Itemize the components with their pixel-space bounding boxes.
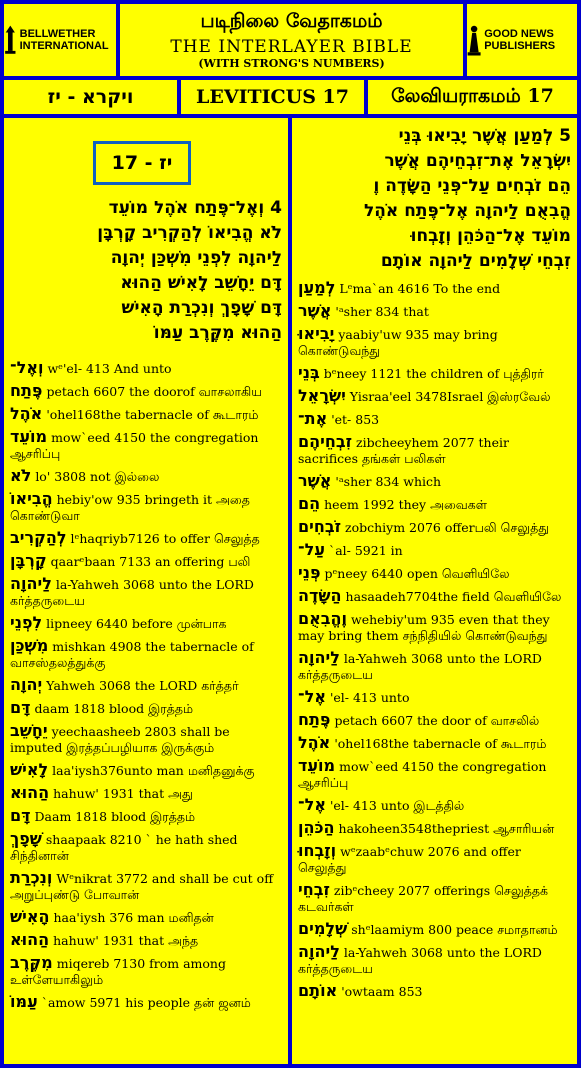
right-word-list [292,280,577,1000]
word-gloss: laa'iysh376unto man மனிதனுக்கு [52,763,255,778]
word-gloss: hahuw' 1931 that அந்த [53,933,199,948]
word-entry [298,588,571,605]
word-gloss: `amow 5971 his people தன் ஜனம் [41,995,251,1010]
hebrew-word: זִבְחֵיהֶם [298,432,352,451]
word-entry [10,955,282,988]
word-gloss: wᵉzaabᵉchuw 2076 and offer செலுத்து [298,844,521,875]
word-entry [298,944,571,977]
goodnews-logo [467,4,577,76]
verse-line: הַהוּא מִקֶּרֶב עַמּוֹ [153,323,282,343]
bellwether-logo [4,4,116,76]
word-entry [298,650,571,683]
hebrew-word: פְּנֵי [298,563,321,582]
word-gloss: 'ohel168the tabernacle of கூடாரம் [46,407,259,422]
hebrew-word: זֹבְחִים [298,517,342,536]
word-gloss: Daam 1818 blood இரத்தம் [34,809,196,824]
word-entry [10,468,282,485]
bellwether-logo-text: BELLWETHER INTERNATIONAL [19,28,109,52]
chapter-verse-label [93,141,191,185]
hebrew-word: קָרְבָּן [10,551,47,570]
word-gloss: la-Yahweh 3068 unto the LORD கர்த்தருடைய [298,651,542,682]
hebrew-word: מִקֶּרֶב [10,953,53,972]
hebrew-word: בְּנֵי [298,363,320,382]
word-entry [298,388,571,405]
hebrew-word: אֲשֶׁר [298,301,332,320]
word-gloss: lipneey 6440 before முன்பாக [46,616,227,631]
word-gloss: lᵉhaqriyb7126 to offer செலுத்த [70,531,260,546]
word-gloss: haa'iysh 376 man மனிதன் [53,910,214,925]
verse-line: דָּם יֵחָשֵׁב לָאִישׁ הַהוּא [120,273,282,293]
word-gloss: heem 1992 they அவைகள் [324,497,488,512]
word-entry [298,473,571,490]
hebrew-word: אֶל־ [298,687,326,706]
word-gloss: mow`eed 4150 the congregation ஆசரிப்பு [10,430,259,461]
word-entry [298,280,571,297]
word-entry [10,831,282,864]
word-entry [298,326,571,359]
word-gloss: 'et- 853 [331,412,380,427]
hebrew-word: אֶת־ [298,409,328,428]
word-entry [298,365,571,382]
word-entry [298,519,571,536]
hebrew-word: וְנִכְרַת [10,868,53,887]
word-gloss: daam 1818 blood இரத்தம் [34,701,194,716]
word-entry [10,360,282,377]
word-entry [10,932,282,949]
verse-line: יִשְׂרָאֵל אֶת־זִבְחֵיהֶם אֲשֶׁר [384,151,571,171]
hebrew-word: פֶּתַח [298,710,331,729]
word-gloss: zibcheeyhem 2077 their sacrifices தங்கள் பலிகள் [298,435,509,466]
word-entry [298,411,571,428]
word-gloss: zibᵉcheey 2077 offerings செலுத்தக் கடவர்கள் [298,883,548,914]
hebrew-word: אֶל־ [298,795,326,814]
word-entry [10,383,282,400]
hebrew-word: הָאִישׁ [10,907,50,926]
hebrew-word: לַיהוָה [298,648,340,667]
word-entry [10,808,282,825]
right-column [292,118,577,1064]
hebrew-word: וֶהֱבִאֻם [298,609,348,628]
hebrew-word: מִשְׁכַּן [10,636,49,655]
word-gloss: 'ᵃsher 834 that [335,304,429,319]
hebrew-word: הֱבִיאוֹ [10,489,53,508]
word-entry [298,882,571,915]
hebrew-word: לַיהוָה [10,574,52,593]
hebrew-word: פֶּתַח [10,381,43,400]
verse-line: דָּם שָׁפָךְ וְנִכְרַת הָאִישׁ [121,298,282,318]
goodnews-logo-text: GOOD NEWS PUBLISHERS [484,28,556,52]
hebrew-word: דָּם [10,806,31,825]
hebrew-word: אֹהֶל [298,733,331,752]
word-gloss: la-Yahweh 3068 unto the LORD கர்த்தருடைய [298,945,542,976]
word-entry [10,491,282,524]
word-gloss: pᵉneey 6440 open வெளியிலே [324,566,510,581]
verse-line: מוֹעֵד אֶל־הַכֹּהֵן וְזָבְחוּ [410,226,571,246]
word-gloss: hasaadeh7704the field வெளியிலே [345,589,562,604]
hebrew-word: לְהַקְרִיב [10,528,67,547]
word-gloss: mishkan 4908 the tabernacle of வாசஸ்தலத்துக்கு [10,639,254,670]
verse-line: הֵם זֹבְחִים עַל־פְּנֵי הַשָּׂדֶה וֶ [373,176,571,196]
word-gloss: 'owtaam 853 [341,984,423,999]
left-word-list [4,360,288,1011]
title-tamil: படிநிலை வேதாகமம் [200,10,383,32]
hebrew-word: יְהוָה [10,675,43,694]
word-gloss: petach 6607 the doorof வாசலாகிய [46,384,263,399]
word-entry [298,820,571,837]
word-entry [10,909,282,926]
word-gloss: `al- 5921 in [328,543,403,558]
verse-line: לַיהוָה לִפְנֵי מִשְׁכַּן יְהוָה [110,248,282,268]
word-gloss: Lᵉma`an 4616 To the end [339,281,501,296]
tab-tamil-book [368,80,577,114]
word-gloss: 'el- 413 unto [329,690,410,705]
verse-4-hebrew [10,196,282,346]
word-gloss: zobchiym 2076 offerபலி செலுத்து [345,520,550,535]
hebrew-word: לַיהוָה [298,942,340,961]
word-entry [10,870,282,903]
word-entry [10,429,282,462]
word-gloss: miqereb 7130 from among உள்ளேயாகிலும் [10,956,226,987]
left-column [4,118,288,1064]
word-gloss: yaabiy'uw 935 may bring கொண்டுவந்து [298,327,498,358]
hebrew-word: מוֹעֵד [298,756,336,775]
goodnews-icon [467,15,481,65]
word-gloss: Wᵉnikrat 3772 and shall be cut off அறுப்புண்டு போவான் [10,871,274,902]
word-entry [10,700,282,717]
word-gloss: shaapaak 8210 ` he hath shed சிந்தினான் [10,832,238,863]
word-gloss: petach 6607 the door of வாசலில் [334,713,540,728]
hebrew-word: אֹהֶל [10,404,43,423]
word-entry [10,994,282,1011]
word-gloss: 'ᵃsher 834 which [335,474,442,489]
tab-tamil-label: லேவியராகமம் 17 [391,84,554,107]
word-gloss: hebiy'ow 935 bringeth it அதை கொண்டுவா [10,492,250,523]
word-gloss: hahuw' 1931 that அது [53,786,193,801]
word-gloss: wᵉ'el- 413 And unto [47,361,172,376]
hebrew-word: לָאִישׁ [10,760,49,779]
word-entry [298,565,571,582]
word-entry [10,530,282,547]
word-entry [298,843,571,876]
word-gloss: yeechaasheeb 2803 shall be imputed இரத்தப்பழியாக இருக்கும் [10,724,230,755]
subtitle: (WITH STRONG'S NUMBERS) [198,57,385,70]
title-banner [120,4,463,76]
word-entry [298,735,571,752]
word-gloss: mow`eed 4150 the congregation ஆசரிப்பு [298,759,547,790]
title-english: THE INTERLAYER BIBLE [170,37,413,57]
word-entry [298,496,571,513]
hebrew-word: שָׁפָךְ [10,829,42,848]
word-entry [10,785,282,802]
word-gloss: 'ohel168the tabernacle of கூடாரம் [334,736,547,751]
word-entry [298,542,571,559]
verse-5-hebrew [298,124,571,274]
word-gloss: 'el- 413 unto இடத்தில் [329,798,465,813]
word-entry [10,553,282,570]
verse-line: לֹא הֱבִיאוֹ לְהַקְרִיב קָרְבָּן [97,223,282,243]
hebrew-word: יִשְׂרָאֵל [298,386,346,405]
hebrew-word: מוֹעֵד [10,427,48,446]
word-entry [298,303,571,320]
hebrew-word: עַל־ [298,540,325,559]
word-gloss: Yisraa'eel 3478Israel இஸ்ரவேல் [349,389,551,404]
word-entry [10,406,282,423]
word-gloss: wehebiy'um 935 even that they may bring them சந்நிதியில் கொண்டுவந்து [298,612,550,643]
hebrew-word: הַהוּא [10,930,50,949]
tab-hebrew-book [4,80,177,114]
hebrew-word: וְאֶל־ [10,358,44,377]
hebrew-word: זִבְחֵי [298,880,330,899]
word-entry [298,689,571,706]
word-entry [10,638,282,671]
word-entry [10,615,282,632]
hebrew-word: לֹא [10,466,32,485]
word-gloss: Yahweh 3068 the LORD கர்த்தர் [46,678,239,693]
hebrew-word: וְזָבְחוּ [298,841,337,860]
hebrew-word: הַשָּׂדֶה [298,586,342,605]
word-entry [298,921,571,938]
hebrew-word: אוֹתָם [298,981,338,1000]
word-entry [10,762,282,779]
chapter-verse-text: יז - 17 [111,152,173,174]
word-gloss: shᵉlaamiym 800 peace சமாதானம் [351,922,558,937]
word-gloss: lo' 3808 not இல்லை [35,469,160,484]
hebrew-word: לִפְנֵי [10,613,43,632]
word-entry [10,576,282,609]
tab-hebrew-label: ויקרא - יז [47,86,134,108]
hebrew-word: שְׁלָמִים [298,919,348,938]
hebrew-word: דָּם [10,698,31,717]
word-gloss: bᵉneey 1121 the children of புத்திரர் [323,366,544,381]
tab-english-label: LEVITICUS 17 [196,86,349,108]
hebrew-word: לְמַעַן [298,278,336,297]
hebrew-word: הֵם [298,494,321,513]
verse-line: הֱבִאֻם לַיהוָה אֶל־פֶּתַח אֹהֶל [363,201,571,221]
word-entry [298,758,571,791]
word-entry [298,611,571,644]
word-entry [10,723,282,756]
word-gloss: hakoheen3548thepriest ஆசாரியன் [338,821,555,836]
hebrew-word: עַמּוֹ [10,992,38,1011]
verse-line: 5 לְמַעַן אֲשֶׁר יָבִיאוּ בְּנֵי [398,126,571,146]
word-entry [298,983,571,1000]
word-entry [298,712,571,729]
tab-english-book [181,80,364,114]
hebrew-word: יֵחָשֵׁב [10,721,48,740]
hebrew-word: אֲשֶׁר [298,471,332,490]
hebrew-word: יָבִיאוּ [298,324,335,343]
word-gloss: la-Yahweh 3068 unto the LORD கர்த்தருடைய [10,577,254,608]
bellwether-icon [4,15,17,65]
verse-line: זִבְחֵי שְׁלָמִים לַיהוָה אוֹתָם [380,251,571,271]
word-entry [10,677,282,694]
hebrew-word: הַכֹּהֵן [298,818,335,837]
word-gloss: qaarᵉbaan 7133 an offering பலி [50,554,251,569]
verse-line: 4 וְאֶל־פֶּתַח אֹהֶל מוֹעֵד [108,198,282,218]
word-entry [298,797,571,814]
hebrew-word: הַהוּא [10,783,50,802]
word-entry [298,434,571,467]
